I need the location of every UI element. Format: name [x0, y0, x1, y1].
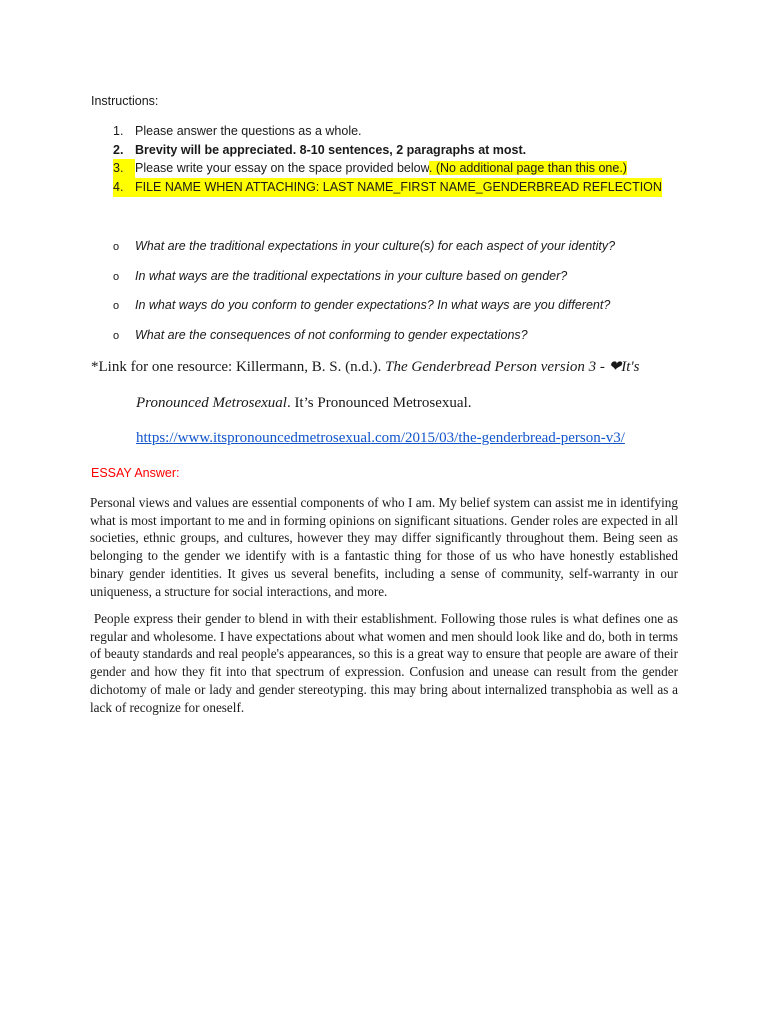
resource-citation-line-2	[136, 395, 472, 412]
question-text: What are the consequences of not conforming to gender expectations?	[135, 327, 528, 342]
citation-title-continued: Pronounced Metrosexual	[136, 395, 287, 411]
citation-title: The Genderbread Person version 3 - ❤It's	[385, 359, 640, 375]
resource-link[interactable]: https://www.itspronouncedmetrosexual.com/2015/03/the-genderbread-person-v3/	[136, 430, 625, 446]
instruction-text: Please answer the questions as a whole.	[135, 124, 362, 138]
question-text: In what ways do you conform to gender expectations? In what ways are you different?	[135, 298, 611, 312]
instruction-item-4	[113, 178, 662, 197]
question-text: What are the traditional expectations in your culture(s) for each aspect of your identity?	[135, 239, 616, 253]
bullet-icon: o	[113, 329, 120, 342]
bullet-icon: o	[113, 300, 120, 312]
instruction-text: Brevity will be appreciated. 8-10 sentences, 2 paragraphs at most.	[135, 142, 527, 157]
instruction-item-2	[113, 141, 662, 160]
instruction-highlight-text: . (No additional page than this one.)	[428, 161, 627, 176]
resource-citation-line-3	[136, 430, 625, 447]
question-item	[113, 297, 615, 327]
instruction-number: 3.	[113, 159, 135, 178]
instruction-item-3	[113, 159, 662, 178]
question-item	[113, 327, 615, 357]
instructions-list	[113, 122, 662, 197]
instructions-heading: Instructions:	[91, 94, 159, 108]
essay-paragraph-2: People express their gender to blend in with their establishment. Following those rules is what defines one as regular and wholesome. I have expectations about what women and men should look like and do, both in terms of beauty standards and real people's appearances, so this is a great way to ensure that people are aware of their gender and how they fit into that spectrum of expression. Confusion and unease can result from the gender dichotomy of male or lady and gender stereotyping. this may bring about internalized transphobia as well as a lack of recognize for oneself.	[90, 611, 682, 715]
instruction-item-1	[113, 122, 662, 141]
questions-list	[113, 238, 615, 356]
essay-paragraph-1: Personal views and values are essential components of who I am. My belief system can assist me in identifying what is most important to me and in forming opinions on significant situations. Gender roles are expected in all societies, ethnic groups, and cultures, however they may differ significantly throughout them. Being seen as belonging to the gender we identify with is a fantastic thing for those of us who have honestly established binary gender identities. It gives us several benefits, including a sense of community, self-warranty in our uniqueness, a structure for social interactions, and more.	[90, 495, 678, 599]
bullet-icon: o	[113, 270, 120, 283]
instruction-number: 4.	[113, 180, 124, 195]
resource-citation-line-1	[91, 357, 639, 376]
citation-publisher: . It’s Pronounced Metrosexual.	[286, 395, 472, 411]
instruction-number: 2.	[113, 142, 124, 157]
question-item	[113, 268, 615, 298]
question-item	[113, 238, 615, 268]
instruction-text: FILE NAME WHEN ATTACHING: LAST NAME_FIRST NAME_GENDERBREAD REFLECTION	[135, 180, 662, 195]
bullet-icon: o	[113, 241, 120, 253]
essay-answer-label: ESSAY Answer:	[91, 466, 180, 480]
instruction-text: Please write your essay on the space provided below	[135, 161, 429, 176]
citation-prefix: *Link for one resource: Killermann, B. S. (n.d.).	[91, 359, 386, 375]
question-text: In what ways are the traditional expectations in your culture based on gender?	[135, 268, 568, 283]
instruction-number: 1.	[113, 124, 124, 138]
